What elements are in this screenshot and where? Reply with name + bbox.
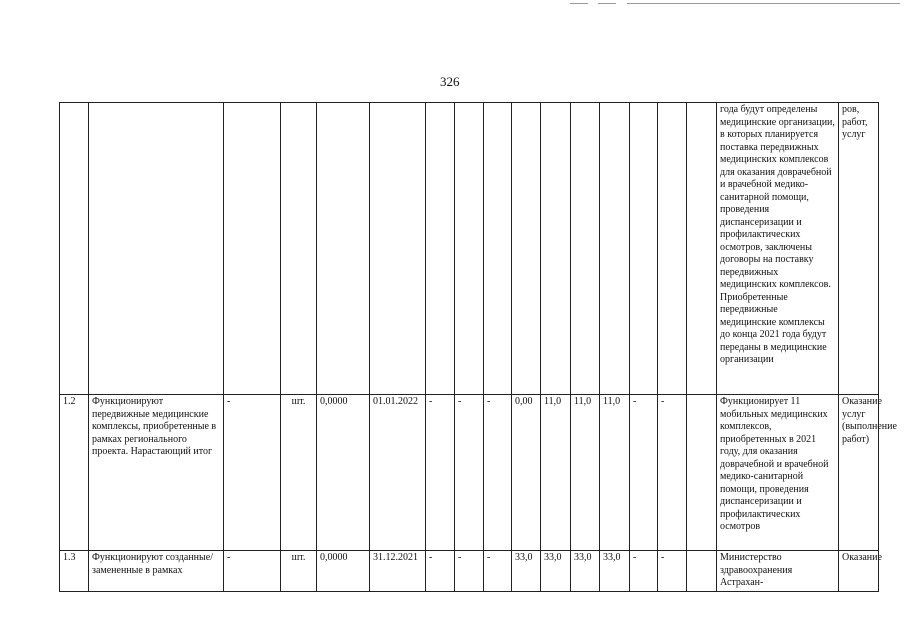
top-rule-left [570, 3, 588, 4]
cell-v6: 33,0 [571, 551, 600, 592]
cell-result: года будут определены медицинские организации, в которых планируется поставка передвижных медицинских комплексов для оказания доврачебной и врачебной медико-санитарной помощи, проведения диспансеризации и профилактических осмотров, заключены договоры на поставку передвижных медицинских комплексов. Приобретенные передвижные медицинские комплексы до конца 2021 года будут переданы в медицинские организации [717, 103, 839, 395]
cell-unit: шт. [281, 395, 317, 551]
cell-v7: 33,0 [600, 551, 630, 592]
page-number: 326 [440, 74, 460, 89]
cell-name: Функционируют созданные/замененные в рамках [89, 551, 224, 592]
cell-v5: 11,0 [541, 395, 571, 551]
cell-name [89, 103, 224, 395]
cell-c1: - [224, 395, 281, 551]
cell-num [60, 103, 89, 395]
table-row [60, 551, 879, 592]
cell-v1: - [426, 395, 455, 551]
top-rule-mid [598, 3, 616, 4]
cell-type: Оказание [839, 551, 879, 592]
cell-v9: - [658, 395, 687, 551]
cell-base-date: 31.12.2021 [370, 551, 426, 592]
cell-num: 1.3 [60, 551, 89, 592]
cell-result: Министерство здравоохранения Астрахан- [717, 551, 839, 592]
cell-c1: - [224, 551, 281, 592]
cell-v1: - [426, 551, 455, 592]
cell-base-value: 0,0000 [317, 551, 370, 592]
cell-num: 1.2 [60, 395, 89, 551]
cell-result: Функционирует 11 мобильных медицинских комплексов, приобретенных в 2021 году, для оказания доврачебной и врачебной медико-санитарной помощи, проведения диспансеризации и профилактических осмотров [717, 395, 839, 551]
cell-type: ров, работ, услуг [839, 103, 879, 395]
cell-v3: - [484, 395, 512, 551]
cell-base-value: 0,0000 [317, 395, 370, 551]
top-rule-right [627, 3, 900, 4]
indicators-table [59, 102, 897, 592]
cell-v8: - [630, 551, 658, 592]
cell-v4: 33,0 [512, 551, 541, 592]
cell-base-date: 01.01.2022 [370, 395, 426, 551]
cell-v4: 0,00 [512, 395, 541, 551]
cell-v2: - [455, 395, 484, 551]
cell-unit: шт. [281, 551, 317, 592]
cell-v9: - [658, 551, 687, 592]
cell-v8: - [630, 395, 658, 551]
table-row [60, 395, 879, 551]
cell-v3: - [484, 551, 512, 592]
cell-name: Функционируют передвижные медицинские комплексы, приобретенные в рамках регионального проекта. Нарастающий итог [89, 395, 224, 551]
cell-v6: 11,0 [571, 395, 600, 551]
cell-v2: - [455, 551, 484, 592]
table-row-continuation [60, 103, 879, 395]
cell-type: Оказание услуг (выполнение работ) [839, 395, 879, 551]
cell-v7: 11,0 [600, 395, 630, 551]
cell-v5: 33,0 [541, 551, 571, 592]
